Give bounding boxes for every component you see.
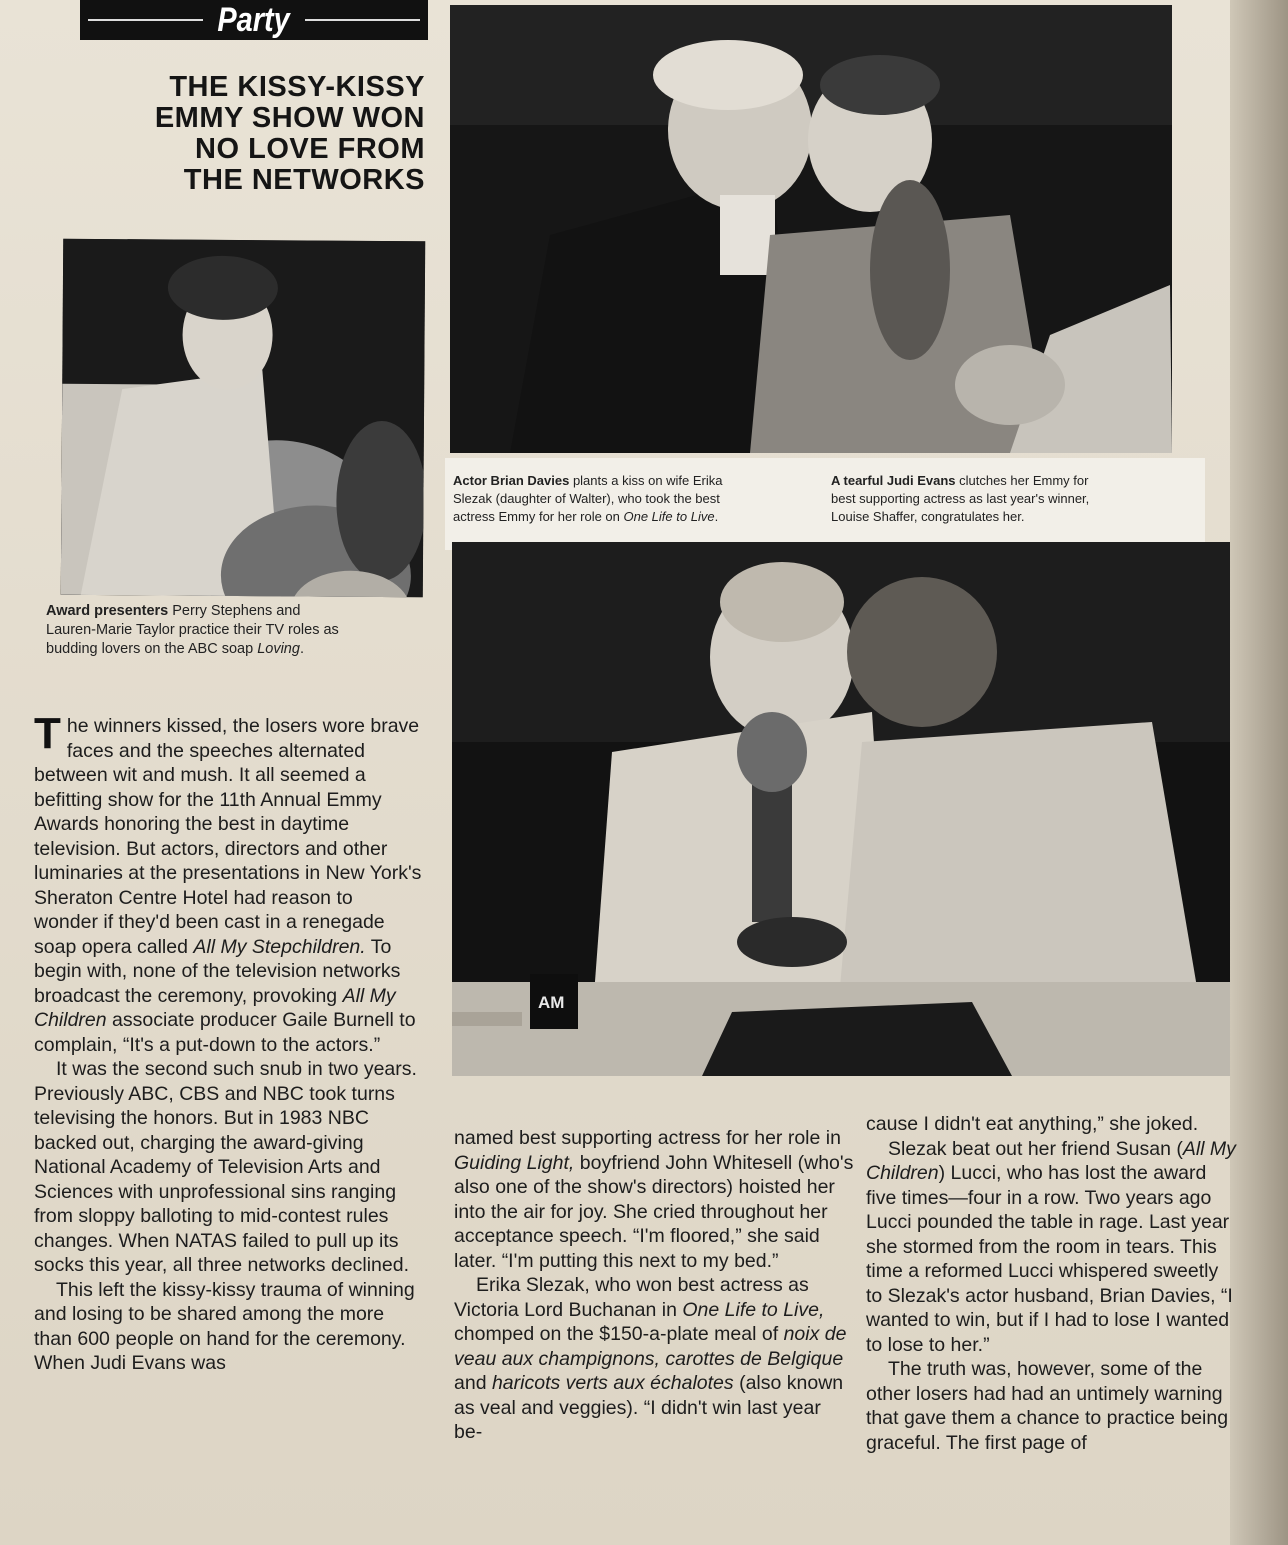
photo-kiss-image [450,5,1172,453]
article-text: Slezak beat out her friend Susan ( [888,1137,1183,1160]
headline [100,72,425,196]
article-italic: All My Children [34,984,396,1031]
article-paragraph: cause I didn't eat anything,” she joked. [866,1113,1199,1135]
headline-line: THE KISSY-KISSY [169,71,425,103]
article-italic: noix de veau aux champignons, carottes de Belgique [454,1323,847,1370]
section-header [80,0,428,40]
caption-text: actress Emmy for her role on [453,509,624,524]
caption-text: Perry Stephens and [168,603,301,619]
article-text: he winners kissed, the losers wore brave faces and the speeches alternated between wit and mush. It all seemed a befitting show for the 11th Annual Emmy Awards honoring the best in daytime television. But actors, directors and other luminaries at the presentations in New York's Sheraton Centre Hotel had reason to wonder if they'd been cast in a renegade soap opera called [34,715,422,958]
caption-text: budding lovers on the ABC soap [46,641,258,657]
caption-text: Louise Shaffer, congratulates her. [831,509,1025,524]
article-text: named best supporting actress for her role in [454,1127,841,1149]
photo-presenters-image [61,239,425,598]
caption-strip [445,458,1205,550]
article-text: associate producer Gaile Burnell to complain, “It's a put-down to the actors.” [34,1009,416,1056]
article-paragraph: This left the kissy-kissy trauma of winning and losing to be shared among the more than 600 people on hand for the ceremony. When Judi Evans was [34,1278,415,1374]
headline-line: NO LOVE FROM [195,133,425,165]
article-paragraph [454,1273,854,1445]
caption-text: Lauren-Marie Taylor practice their TV roles as [46,622,339,638]
article-text: and [454,1372,492,1394]
photo-brian-davies-kiss [450,5,1172,453]
section-label: Party [217,0,291,39]
caption-text: plants a kiss on wife Erika [569,473,723,488]
article-paragraph [866,1137,1236,1358]
caption-text: clutches her Emmy for [955,473,1089,488]
article-italic: Guiding Light, [454,1151,575,1174]
article-italic: haricots verts aux échalotes [491,1372,734,1394]
section-rule-right [305,19,420,21]
caption-text: Slezak (daughter of Walter), who took the best [453,491,720,506]
caption-judi-evans [831,472,1201,526]
caption-presenters [46,602,426,659]
article-italic: One Life to Live, [682,1298,825,1321]
article-text: boyfriend John Whitesell (who's also one of the show's directors) hoisted her into the air for joy. She cried throughout her acceptance speech. “I'm floored,” she said later. “I'm putting this next to my bed.” [454,1151,854,1272]
article-italic: All My Stepchildren. [193,935,366,958]
article-paragraph [454,1126,854,1273]
article-column-1 [34,709,422,1376]
article-paragraph [34,709,422,1057]
drop-cap: T [34,709,61,758]
page-frame-edge [1230,0,1288,1545]
article-italic: All My Children [866,1137,1236,1184]
article-paragraph: It was the second such snub in two years. Previously ABC, CBS and NBC took turns televising the honors. But in 1983 NBC backed out, charging the award-giving National Academy of Television Arts and Sciences with unprofessional sins ranging from sloppy balloting to mid-contest rules changes. When NATAS failed to pull up its socks this year, all three networks declined. [34,1058,417,1276]
article-column-3 [866,1112,1236,1455]
headline-line: EMMY SHOW WON [154,102,425,134]
caption-brian-davies [453,472,823,526]
caption-text: . [714,509,719,524]
caption-text: best supporting actress as last year's winner, [831,491,1090,506]
caption-bold: A tearful Judi Evans [831,473,956,488]
caption-bold: Award presenters [46,603,169,619]
article-text: ) Lucci, who has lost the award five times—four in a row. Two years ago Lucci pounded the table in rage. Last year she stormed from the room in tears. This time a reformed Lucci whispered sweetly to Slezak's actor husband, Brian Davies, “I wanted to win, but if I had to lose I wanted to lose to her.” [866,1162,1233,1356]
section-rule-left [88,19,203,21]
article-text: Erika Slezak, who won best actress as Victoria Lord Buchanan in [454,1274,809,1321]
article-paragraph: The truth was, however, some of the other losers had had an untimely warning that gave them a chance to practice being graceful. The first page of [866,1358,1229,1454]
article-text: chomped on the $150-a-plate meal of [454,1323,784,1345]
article-text: (also known as veal and veggies). “I didn't win last year be- [454,1372,844,1443]
caption-italic: Loving [257,641,300,657]
caption-bold: Actor Brian Davies [453,473,570,488]
article-column-2 [454,1126,854,1445]
photo-presenters [61,239,425,598]
article-text: To begin with, none of the television networks broadcast the ceremony, provoking [34,935,401,1007]
photo-judi-evans [452,542,1230,1076]
photo-judi-image [452,542,1230,1076]
caption-italic: One Life to Live [623,509,715,524]
headline-line: THE NETWORKS [183,164,425,196]
microphone-logo: AM [538,993,565,1012]
caption-text: . [299,641,304,657]
